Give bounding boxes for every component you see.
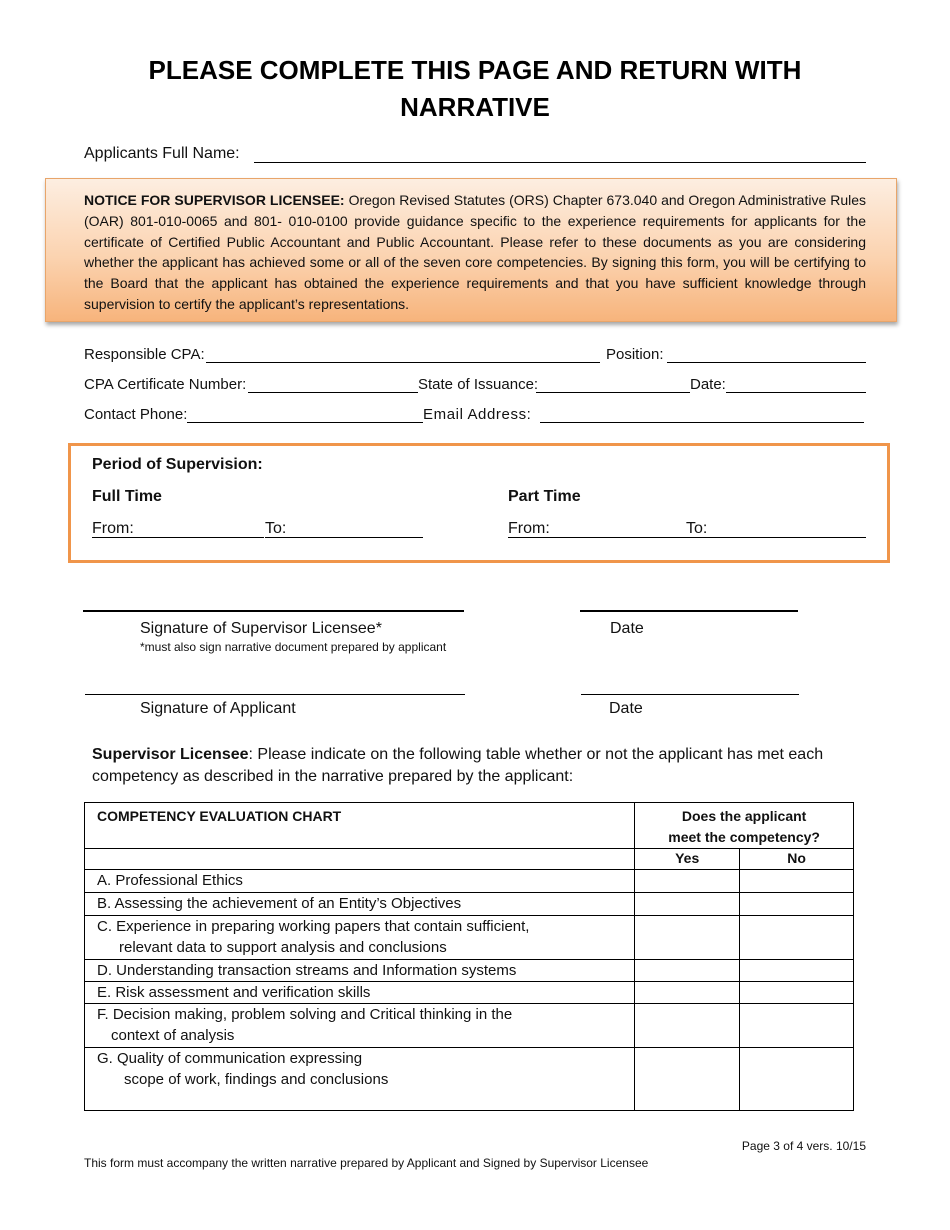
part-time-label: Part Time [508,488,581,505]
applicant-date-label: Date [609,700,643,717]
competency-c-line2: relevant data to support analysis and conclusions [119,939,447,956]
cpa-cert-number-label: CPA Certificate Number: [84,376,247,393]
date-field[interactable] [726,392,866,393]
state-of-issuance-field[interactable] [536,392,690,393]
no-cell[interactable] [740,893,854,916]
instructions-text: : Please indicate on the following table whether or not the applicant has met each competency as described in the narrative prepared by the applicant: [92,746,824,785]
part-time-from-field[interactable] [508,537,686,538]
competency-g-line1: G. Quality of communication expressing [97,1050,363,1067]
no-column-header: No [740,849,854,870]
contact-phone-label: Contact Phone: [84,406,188,423]
notice-body: Oregon Revised Statutes (ORS) Chapter 673.040 and Oregon Administrative Rules (OAR) 801-010-0065 and 801- 010-0100 provide guidance specific to the experience requirements for applicants for the certificate of Certified Public Accountant and Public Accountant. Please refer to these documents as you are considering whether the applicant has achieved some or all of the seven core competencies. By signing this form, you will be certifying to the Board that the applicant has obtained the experience requirements and that you have sufficient knowledge through supervision to certify the applicant’s representations. [84,192,867,312]
applicant-signature-line[interactable] [85,694,465,695]
table-row [85,960,854,982]
full-time-to-label: To: [265,520,287,537]
chart-header: COMPETENCY EVALUATION CHART [85,803,635,849]
full-time-label: Full Time [92,488,162,505]
table-row [85,1048,854,1111]
contact-phone-field[interactable] [187,422,423,423]
competency-c [85,916,635,960]
competency-g [85,1048,635,1111]
competency-d: D. Understanding transaction streams and Information systems [85,960,635,982]
table-row [85,893,854,916]
table-row [85,870,854,893]
no-cell[interactable] [740,960,854,982]
supervisor-date-line[interactable] [580,610,798,612]
notice-heading: NOTICE FOR SUPERVISOR LICENSEE: [84,192,345,208]
chart-question [635,803,854,849]
applicant-signature-label: Signature of Applicant [140,700,296,717]
full-time-to-field[interactable] [265,537,423,538]
yes-cell[interactable] [635,1004,740,1048]
competency-f-line2: context of analysis [111,1027,235,1044]
yes-cell[interactable] [635,982,740,1004]
header-spacer-cell [85,849,635,870]
period-heading: Period of Supervision: [92,456,263,473]
position-field[interactable] [667,362,866,363]
yes-cell[interactable] [635,916,740,960]
yes-column-header: Yes [635,849,740,870]
applicant-name-field[interactable] [254,162,866,163]
notice-text [84,190,866,315]
supervisor-instructions [92,744,852,788]
date-label: Date: [690,376,726,393]
no-cell[interactable] [740,982,854,1004]
position-label: Position: [606,346,664,363]
instructions-bold: Supervisor Licensee [92,746,249,763]
chart-question-line2: meet the competency? [668,829,820,845]
competency-a: A. Professional Ethics [85,870,635,893]
supervisor-date-label: Date [610,620,644,637]
responsible-cpa-field[interactable] [206,362,600,363]
yes-cell[interactable] [635,960,740,982]
chart-question-line1: Does the applicant [681,808,807,824]
competency-b: B. Assessing the achievement of an Entity’s Objectives [85,893,635,916]
cpa-cert-number-field[interactable] [248,392,418,393]
footer-note: This form must accompany the written narrative prepared by Applicant and Signed by Supervisor Licensee [84,1156,649,1170]
supervisor-signature-label: Signature of Supervisor Licensee* [140,620,382,637]
full-time-from-label: From: [92,520,134,537]
table-row [85,982,854,1004]
competency-g-line2: scope of work, findings and conclusions [124,1071,389,1088]
no-cell[interactable] [740,870,854,893]
yes-cell[interactable] [635,1048,740,1111]
part-time-to-label: To: [686,520,708,537]
state-of-issuance-label: State of Issuance: [418,376,539,393]
part-time-to-field[interactable] [686,537,866,538]
responsible-cpa-label: Responsible CPA: [84,346,205,363]
page-number: Page 3 of 4 vers. 10/15 [741,1139,866,1153]
yes-cell[interactable] [635,870,740,893]
table-row [85,1004,854,1048]
page-title: PLEASE COMPLETE THIS PAGE AND RETURN WITH NARRATIVE [148,55,802,122]
supervisor-signature-line[interactable] [83,610,464,612]
no-cell[interactable] [740,1004,854,1048]
competency-c-line1: C. Experience in preparing working papers that contain sufficient, [97,918,530,935]
supervisor-notice [45,178,897,322]
email-address-label: Email Address: [423,406,532,423]
email-address-field[interactable] [540,422,864,423]
no-cell[interactable] [740,916,854,960]
no-cell[interactable] [740,1048,854,1111]
competency-f-line1: F. Decision making, problem solving and Critical thinking in the [97,1006,513,1023]
supervisor-signature-note: *must also sign narrative document prepared by applicant [140,640,447,654]
part-time-from-label: From: [508,520,550,537]
competency-evaluation-chart [84,802,854,1111]
table-row [85,916,854,960]
yes-cell[interactable] [635,893,740,916]
full-time-from-field[interactable] [92,537,264,538]
applicant-date-line[interactable] [581,694,799,695]
competency-f [85,1004,635,1048]
applicant-name-label: Applicants Full Name: [84,145,240,162]
competency-e: E. Risk assessment and verification skills [85,982,635,1004]
